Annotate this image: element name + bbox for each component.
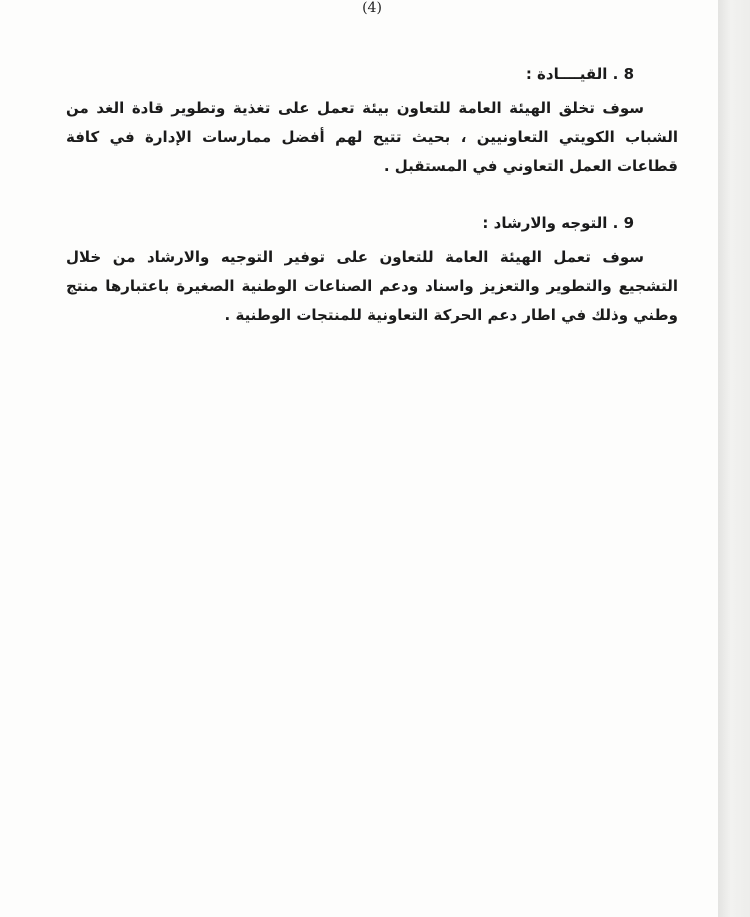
section-leadership: [66, 60, 678, 181]
document-content: [66, 60, 678, 358]
page-edge-shadow: [718, 0, 750, 917]
section-heading: 8 . القيــــادة :: [525, 65, 634, 83]
section-paragraph: سوف تعمل الهيئة العامة للتعاون على توفير التوجيه والارشاد من خلال التشجيع والتطوير والتعزيز واسناد ودعم الصناعات الوطنية الصغيرة باعتبارها منتج وطني وذلك في اطار دعم الحركة التعاونية للمنتجات الوطنية .: [66, 248, 678, 324]
page-number: (4): [362, 0, 382, 16]
section-paragraph: سوف تخلق الهيئة العامة للتعاون بيئة تعمل على تغذية وتطوير قادة الغد من الشباب الكويتي التعاونيين ، بحيث تتيح لهم أفضل ممارسات الإدارة في كافة قطاعات العمل التعاوني في المستقبل .: [66, 99, 678, 175]
section-guidance: [66, 209, 678, 330]
section-heading: 9 . التوجه والارشاد :: [482, 214, 634, 232]
